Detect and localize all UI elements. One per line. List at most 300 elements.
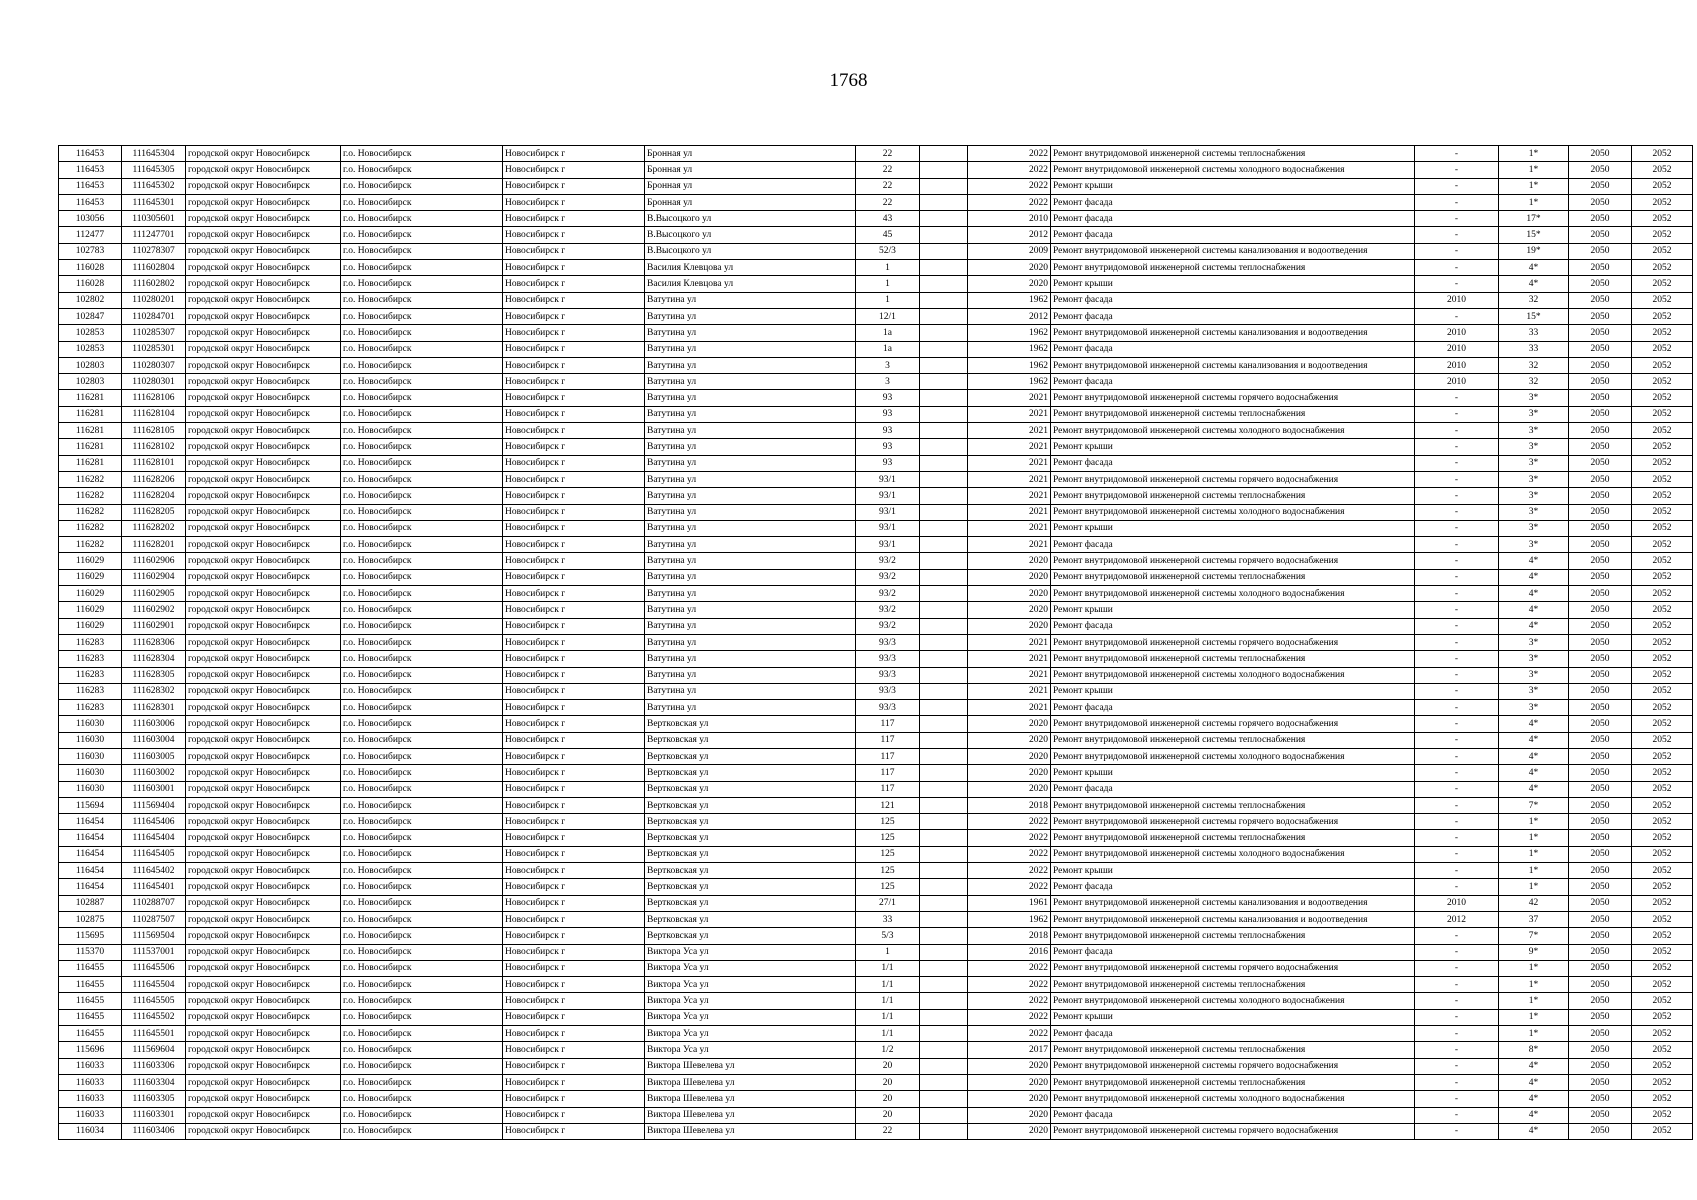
- cell-wear: 1*: [1499, 879, 1569, 895]
- cell-street: Виктора Шевелева ул: [645, 1058, 856, 1074]
- cell-municipality: городской округ Новосибирск: [186, 276, 341, 292]
- cell-work-type: Ремонт внутридомовой инженерной системы теплоснабжения: [1051, 260, 1415, 276]
- cell-settlement: Новосибирск г: [503, 1026, 645, 1042]
- cell-last-repair-year: -: [1415, 716, 1499, 732]
- cell-wear: 4*: [1499, 765, 1569, 781]
- cell-year: 2021: [968, 504, 1051, 520]
- cell-last-repair-year: -: [1415, 178, 1499, 194]
- cell-building: [920, 683, 968, 699]
- cell-municipality: городской округ Новосибирск: [186, 863, 341, 879]
- cell-wear: 32: [1499, 292, 1569, 308]
- cell-last-repair-year: 2010: [1415, 292, 1499, 308]
- cell-planned-start-year: 2050: [1569, 732, 1632, 748]
- cell-street: В.Высоцкого ул: [645, 227, 856, 243]
- cell-settlement: Новосибирск г: [503, 292, 645, 308]
- cell-building: [920, 227, 968, 243]
- cell-municipal-district: г.о. Новосибирск: [341, 1009, 503, 1025]
- cell-work-id: 111645402: [122, 863, 186, 879]
- cell-municipality: городской округ Новосибирск: [186, 162, 341, 178]
- cell-work-id: 111247701: [122, 227, 186, 243]
- cell-municipality: городской округ Новосибирск: [186, 357, 341, 373]
- cell-planned-start-year: 2050: [1569, 325, 1632, 341]
- cell-house-number: 20: [856, 1107, 920, 1123]
- cell-work-id: 111628202: [122, 520, 186, 536]
- cell-house-id: 116282: [59, 537, 122, 553]
- cell-work-id: 111603305: [122, 1091, 186, 1107]
- cell-street: Ватутина ул: [645, 602, 856, 618]
- cell-work-id: 111645401: [122, 879, 186, 895]
- table-row: [59, 602, 1693, 618]
- cell-house-number: 93: [856, 390, 920, 406]
- cell-year: 2020: [968, 716, 1051, 732]
- cell-planned-end-year: 2052: [1632, 341, 1693, 357]
- cell-year: 2021: [968, 390, 1051, 406]
- cell-work-type: Ремонт внутридомовой инженерной системы канализования и водоотведения: [1051, 911, 1415, 927]
- cell-year: 2020: [968, 618, 1051, 634]
- cell-wear: 15*: [1499, 308, 1569, 324]
- cell-street: Виктора Уса ул: [645, 977, 856, 993]
- cell-building: [920, 667, 968, 683]
- cell-work-id: 110285307: [122, 325, 186, 341]
- cell-settlement: Новосибирск г: [503, 520, 645, 536]
- cell-settlement: Новосибирск г: [503, 325, 645, 341]
- cell-settlement: Новосибирск г: [503, 178, 645, 194]
- cell-house-id: 116455: [59, 977, 122, 993]
- cell-municipal-district: г.о. Новосибирск: [341, 732, 503, 748]
- cell-house-id: 116281: [59, 390, 122, 406]
- cell-house-number: 45: [856, 227, 920, 243]
- cell-municipality: городской округ Новосибирск: [186, 781, 341, 797]
- cell-work-type: Ремонт внутридомовой инженерной системы холодного водоснабжения: [1051, 423, 1415, 439]
- cell-wear: 4*: [1499, 1123, 1569, 1139]
- cell-work-type: Ремонт фасада: [1051, 292, 1415, 308]
- cell-building: [920, 276, 968, 292]
- cell-municipal-district: г.о. Новосибирск: [341, 243, 503, 259]
- table-row: [59, 1107, 1693, 1123]
- cell-planned-start-year: 2050: [1569, 586, 1632, 602]
- cell-building: [920, 781, 968, 797]
- cell-settlement: Новосибирск г: [503, 471, 645, 487]
- cell-last-repair-year: -: [1415, 1026, 1499, 1042]
- cell-planned-start-year: 2050: [1569, 618, 1632, 634]
- cell-municipal-district: г.о. Новосибирск: [341, 520, 503, 536]
- cell-municipal-district: г.о. Новосибирск: [341, 634, 503, 650]
- cell-house-number: 125: [856, 863, 920, 879]
- cell-settlement: Новосибирск г: [503, 308, 645, 324]
- cell-settlement: Новосибирск г: [503, 341, 645, 357]
- cell-street: Ватутина ул: [645, 357, 856, 373]
- cell-work-id: 111645405: [122, 846, 186, 862]
- cell-house-number: 93/3: [856, 651, 920, 667]
- cell-planned-start-year: 2050: [1569, 243, 1632, 259]
- cell-street: Ватутина ул: [645, 504, 856, 520]
- cell-settlement: Новосибирск г: [503, 553, 645, 569]
- cell-house-id: 116029: [59, 618, 122, 634]
- cell-building: [920, 748, 968, 764]
- table-row: [59, 439, 1693, 455]
- cell-settlement: Новосибирск г: [503, 227, 645, 243]
- cell-settlement: Новосибирск г: [503, 357, 645, 373]
- cell-municipality: городской округ Новосибирск: [186, 504, 341, 520]
- cell-street: Василия Клевцова ул: [645, 276, 856, 292]
- cell-settlement: Новосибирск г: [503, 814, 645, 830]
- cell-wear: 3*: [1499, 406, 1569, 422]
- cell-planned-end-year: 2052: [1632, 423, 1693, 439]
- cell-planned-end-year: 2052: [1632, 977, 1693, 993]
- cell-work-id: 111603001: [122, 781, 186, 797]
- cell-building: [920, 146, 968, 162]
- cell-last-repair-year: -: [1415, 162, 1499, 178]
- cell-wear: 4*: [1499, 748, 1569, 764]
- cell-street: Ватутина ул: [645, 325, 856, 341]
- cell-building: [920, 439, 968, 455]
- cell-house-number: 43: [856, 211, 920, 227]
- table-row: [59, 765, 1693, 781]
- cell-work-type: Ремонт внутридомовой инженерной системы теплоснабжения: [1051, 928, 1415, 944]
- cell-planned-start-year: 2050: [1569, 895, 1632, 911]
- cell-municipal-district: г.о. Новосибирск: [341, 178, 503, 194]
- cell-work-type: Ремонт внутридомовой инженерной системы холодного водоснабжения: [1051, 1091, 1415, 1107]
- cell-wear: 4*: [1499, 1058, 1569, 1074]
- cell-planned-start-year: 2050: [1569, 488, 1632, 504]
- cell-work-type: Ремонт фасада: [1051, 618, 1415, 634]
- cell-planned-start-year: 2050: [1569, 341, 1632, 357]
- cell-building: [920, 863, 968, 879]
- cell-planned-start-year: 2050: [1569, 569, 1632, 585]
- cell-wear: 3*: [1499, 390, 1569, 406]
- cell-work-type: Ремонт фасада: [1051, 1107, 1415, 1123]
- cell-house-id: 116028: [59, 276, 122, 292]
- cell-municipal-district: г.о. Новосибирск: [341, 1074, 503, 1090]
- cell-municipality: городской округ Новосибирск: [186, 683, 341, 699]
- cell-work-type: Ремонт внутридомовой инженерной системы холодного водоснабжения: [1051, 667, 1415, 683]
- cell-municipality: городской округ Новосибирск: [186, 814, 341, 830]
- cell-planned-end-year: 2052: [1632, 243, 1693, 259]
- cell-municipal-district: г.о. Новосибирск: [341, 928, 503, 944]
- cell-planned-end-year: 2052: [1632, 667, 1693, 683]
- cell-last-repair-year: -: [1415, 390, 1499, 406]
- cell-last-repair-year: -: [1415, 846, 1499, 862]
- cell-house-id: 116283: [59, 667, 122, 683]
- cell-wear: 1*: [1499, 146, 1569, 162]
- cell-building: [920, 911, 968, 927]
- cell-house-id: 116282: [59, 504, 122, 520]
- cell-house-number: 117: [856, 781, 920, 797]
- cell-planned-end-year: 2052: [1632, 651, 1693, 667]
- cell-house-number: 52/3: [856, 243, 920, 259]
- cell-municipality: городской округ Новосибирск: [186, 1042, 341, 1058]
- cell-building: [920, 553, 968, 569]
- cell-building: [920, 944, 968, 960]
- cell-work-type: Ремонт внутридомовой инженерной системы теплоснабжения: [1051, 732, 1415, 748]
- cell-planned-end-year: 2052: [1632, 797, 1693, 813]
- cell-last-repair-year: -: [1415, 1074, 1499, 1090]
- cell-house-number: 22: [856, 146, 920, 162]
- cell-house-number: 1: [856, 260, 920, 276]
- cell-house-id: 116030: [59, 716, 122, 732]
- table-row: [59, 520, 1693, 536]
- cell-municipal-district: г.о. Новосибирск: [341, 993, 503, 1009]
- cell-work-id: 111628204: [122, 488, 186, 504]
- cell-work-type: Ремонт крыши: [1051, 863, 1415, 879]
- cell-last-repair-year: -: [1415, 471, 1499, 487]
- cell-work-type: Ремонт фасада: [1051, 341, 1415, 357]
- cell-settlement: Новосибирск г: [503, 406, 645, 422]
- cell-planned-start-year: 2050: [1569, 520, 1632, 536]
- cell-work-type: Ремонт фасада: [1051, 781, 1415, 797]
- table-row: [59, 537, 1693, 553]
- cell-house-number: 125: [856, 846, 920, 862]
- table-row: [59, 569, 1693, 585]
- cell-planned-start-year: 2050: [1569, 1107, 1632, 1123]
- cell-wear: 1*: [1499, 993, 1569, 1009]
- cell-municipal-district: г.о. Новосибирск: [341, 846, 503, 862]
- cell-last-repair-year: -: [1415, 830, 1499, 846]
- table-row: [59, 471, 1693, 487]
- cell-work-id: 111602802: [122, 276, 186, 292]
- cell-building: [920, 993, 968, 1009]
- cell-house-number: 93/2: [856, 586, 920, 602]
- cell-last-repair-year: -: [1415, 993, 1499, 1009]
- cell-municipal-district: г.о. Новосибирск: [341, 194, 503, 210]
- cell-work-id: 111645304: [122, 146, 186, 162]
- cell-year: 2009: [968, 243, 1051, 259]
- cell-work-type: Ремонт внутридомовой инженерной системы теплоснабжения: [1051, 1074, 1415, 1090]
- cell-planned-end-year: 2052: [1632, 471, 1693, 487]
- cell-street: Виктора Шевелева ул: [645, 1074, 856, 1090]
- cell-street: Ватутина ул: [645, 374, 856, 390]
- cell-house-id: 115696: [59, 1042, 122, 1058]
- cell-house-number: 125: [856, 830, 920, 846]
- cell-settlement: Новосибирск г: [503, 374, 645, 390]
- cell-wear: 4*: [1499, 569, 1569, 585]
- cell-house-number: 22: [856, 1123, 920, 1139]
- cell-municipal-district: г.о. Новосибирск: [341, 1058, 503, 1074]
- cell-year: 2021: [968, 455, 1051, 471]
- cell-planned-end-year: 2052: [1632, 308, 1693, 324]
- cell-work-type: Ремонт внутридомовой инженерной системы горячего водоснабжения: [1051, 634, 1415, 650]
- cell-house-number: 1а: [856, 325, 920, 341]
- cell-last-repair-year: -: [1415, 1123, 1499, 1139]
- table-row: [59, 1074, 1693, 1090]
- cell-planned-start-year: 2050: [1569, 716, 1632, 732]
- cell-work-id: 111603006: [122, 716, 186, 732]
- cell-wear: 17*: [1499, 211, 1569, 227]
- cell-wear: 3*: [1499, 634, 1569, 650]
- cell-planned-end-year: 2052: [1632, 325, 1693, 341]
- cell-work-type: Ремонт крыши: [1051, 683, 1415, 699]
- cell-year: 2020: [968, 1091, 1051, 1107]
- cell-building: [920, 341, 968, 357]
- cell-work-type: Ремонт внутридомовой инженерной системы холодного водоснабжения: [1051, 846, 1415, 862]
- cell-planned-end-year: 2052: [1632, 586, 1693, 602]
- cell-building: [920, 260, 968, 276]
- cell-planned-end-year: 2052: [1632, 1123, 1693, 1139]
- cell-year: 2022: [968, 194, 1051, 210]
- cell-planned-end-year: 2052: [1632, 683, 1693, 699]
- cell-house-number: 121: [856, 797, 920, 813]
- cell-last-repair-year: -: [1415, 227, 1499, 243]
- cell-planned-end-year: 2052: [1632, 732, 1693, 748]
- cell-municipality: городской округ Новосибирск: [186, 308, 341, 324]
- cell-municipality: городской округ Новосибирск: [186, 667, 341, 683]
- cell-work-id: 111602902: [122, 602, 186, 618]
- cell-house-id: 116455: [59, 960, 122, 976]
- cell-work-id: 111645302: [122, 178, 186, 194]
- cell-street: Бронная ул: [645, 162, 856, 178]
- cell-municipality: городской округ Новосибирск: [186, 553, 341, 569]
- cell-work-id: 111603005: [122, 748, 186, 764]
- cell-house-number: 93: [856, 406, 920, 422]
- cell-work-type: Ремонт крыши: [1051, 520, 1415, 536]
- cell-house-id: 102853: [59, 341, 122, 357]
- cell-wear: 1*: [1499, 814, 1569, 830]
- table-row: [59, 1058, 1693, 1074]
- cell-work-id: 111628106: [122, 390, 186, 406]
- cell-work-id: 110287507: [122, 911, 186, 927]
- cell-year: 2021: [968, 520, 1051, 536]
- cell-building: [920, 1058, 968, 1074]
- cell-work-type: Ремонт внутридомовой инженерной системы канализования и водоотведения: [1051, 357, 1415, 373]
- table-row: [59, 178, 1693, 194]
- cell-municipal-district: г.о. Новосибирск: [341, 162, 503, 178]
- cell-street: Вертковская ул: [645, 765, 856, 781]
- cell-building: [920, 602, 968, 618]
- cell-house-id: 116033: [59, 1074, 122, 1090]
- cell-last-repair-year: -: [1415, 618, 1499, 634]
- cell-house-number: 3: [856, 374, 920, 390]
- cell-house-number: 33: [856, 911, 920, 927]
- cell-planned-end-year: 2052: [1632, 374, 1693, 390]
- cell-work-type: Ремонт внутридомовой инженерной системы теплоснабжения: [1051, 651, 1415, 667]
- cell-municipality: городской округ Новосибирск: [186, 178, 341, 194]
- cell-building: [920, 846, 968, 862]
- cell-wear: 7*: [1499, 797, 1569, 813]
- cell-wear: 1*: [1499, 960, 1569, 976]
- cell-building: [920, 325, 968, 341]
- table-row: [59, 863, 1693, 879]
- cell-planned-start-year: 2050: [1569, 227, 1632, 243]
- cell-house-id: 116028: [59, 260, 122, 276]
- cell-municipal-district: г.о. Новосибирск: [341, 471, 503, 487]
- cell-planned-start-year: 2050: [1569, 308, 1632, 324]
- cell-building: [920, 471, 968, 487]
- cell-street: Ватутина ул: [645, 455, 856, 471]
- cell-work-id: 111628206: [122, 471, 186, 487]
- cell-planned-end-year: 2052: [1632, 863, 1693, 879]
- cell-street: Виктора Шевелева ул: [645, 1123, 856, 1139]
- cell-wear: 1*: [1499, 1026, 1569, 1042]
- cell-last-repair-year: 2012: [1415, 911, 1499, 927]
- cell-house-number: 93/1: [856, 471, 920, 487]
- cell-street: Бронная ул: [645, 178, 856, 194]
- cell-wear: 3*: [1499, 423, 1569, 439]
- table-row: [59, 846, 1693, 862]
- cell-house-id: 116282: [59, 488, 122, 504]
- cell-work-type: Ремонт фасада: [1051, 211, 1415, 227]
- cell-municipality: городской округ Новосибирск: [186, 1123, 341, 1139]
- cell-municipality: городской округ Новосибирск: [186, 651, 341, 667]
- cell-work-type: Ремонт фасада: [1051, 227, 1415, 243]
- cell-house-id: 116453: [59, 146, 122, 162]
- cell-house-number: 1а: [856, 341, 920, 357]
- cell-work-id: 111628104: [122, 406, 186, 422]
- cell-house-number: 1: [856, 944, 920, 960]
- cell-planned-start-year: 2050: [1569, 797, 1632, 813]
- cell-wear: 7*: [1499, 928, 1569, 944]
- cell-planned-end-year: 2052: [1632, 993, 1693, 1009]
- cell-street: Ватутина ул: [645, 683, 856, 699]
- cell-house-number: 3: [856, 357, 920, 373]
- cell-municipality: городской округ Новосибирск: [186, 1091, 341, 1107]
- cell-work-id: 111569404: [122, 797, 186, 813]
- table-row: [59, 276, 1693, 292]
- cell-work-type: Ремонт крыши: [1051, 276, 1415, 292]
- cell-house-number: 1/2: [856, 1042, 920, 1058]
- table-row: [59, 504, 1693, 520]
- cell-work-type: Ремонт внутридомовой инженерной системы теплоснабжения: [1051, 830, 1415, 846]
- cell-street: Ватутина ул: [645, 586, 856, 602]
- cell-house-id: 116454: [59, 830, 122, 846]
- table-row: [59, 1042, 1693, 1058]
- cell-last-repair-year: 2010: [1415, 341, 1499, 357]
- cell-planned-start-year: 2050: [1569, 455, 1632, 471]
- cell-street: Бронная ул: [645, 194, 856, 210]
- cell-settlement: Новосибирск г: [503, 863, 645, 879]
- table-row: [59, 700, 1693, 716]
- cell-building: [920, 194, 968, 210]
- cell-planned-start-year: 2050: [1569, 537, 1632, 553]
- cell-wear: 32: [1499, 357, 1569, 373]
- table-row: [59, 879, 1693, 895]
- cell-work-id: 111603406: [122, 1123, 186, 1139]
- cell-settlement: Новосибирск г: [503, 455, 645, 471]
- cell-wear: 3*: [1499, 520, 1569, 536]
- cell-municipality: городской округ Новосибирск: [186, 797, 341, 813]
- cell-work-id: 111537001: [122, 944, 186, 960]
- table-row: [59, 146, 1693, 162]
- cell-planned-end-year: 2052: [1632, 537, 1693, 553]
- cell-house-number: 125: [856, 814, 920, 830]
- cell-building: [920, 651, 968, 667]
- cell-planned-end-year: 2052: [1632, 146, 1693, 162]
- cell-work-id: 111603002: [122, 765, 186, 781]
- cell-settlement: Новосибирск г: [503, 602, 645, 618]
- cell-settlement: Новосибирск г: [503, 569, 645, 585]
- cell-house-number: 125: [856, 879, 920, 895]
- cell-year: 1962: [968, 374, 1051, 390]
- cell-municipal-district: г.о. Новосибирск: [341, 683, 503, 699]
- cell-municipality: городской округ Новосибирск: [186, 1074, 341, 1090]
- cell-settlement: Новосибирск г: [503, 1074, 645, 1090]
- cell-work-id: 110285301: [122, 341, 186, 357]
- cell-municipal-district: г.о. Новосибирск: [341, 341, 503, 357]
- cell-settlement: Новосибирск г: [503, 439, 645, 455]
- cell-street: Ватутина ул: [645, 569, 856, 585]
- cell-last-repair-year: -: [1415, 439, 1499, 455]
- cell-planned-start-year: 2050: [1569, 357, 1632, 373]
- cell-last-repair-year: -: [1415, 553, 1499, 569]
- cell-work-id: 111628102: [122, 439, 186, 455]
- cell-planned-end-year: 2052: [1632, 439, 1693, 455]
- cell-street: Виктора Шевелева ул: [645, 1091, 856, 1107]
- cell-year: 2016: [968, 944, 1051, 960]
- cell-municipality: городской округ Новосибирск: [186, 1058, 341, 1074]
- cell-building: [920, 879, 968, 895]
- cell-house-number: 12/1: [856, 308, 920, 324]
- cell-work-id: 111628105: [122, 423, 186, 439]
- cell-municipal-district: г.о. Новосибирск: [341, 895, 503, 911]
